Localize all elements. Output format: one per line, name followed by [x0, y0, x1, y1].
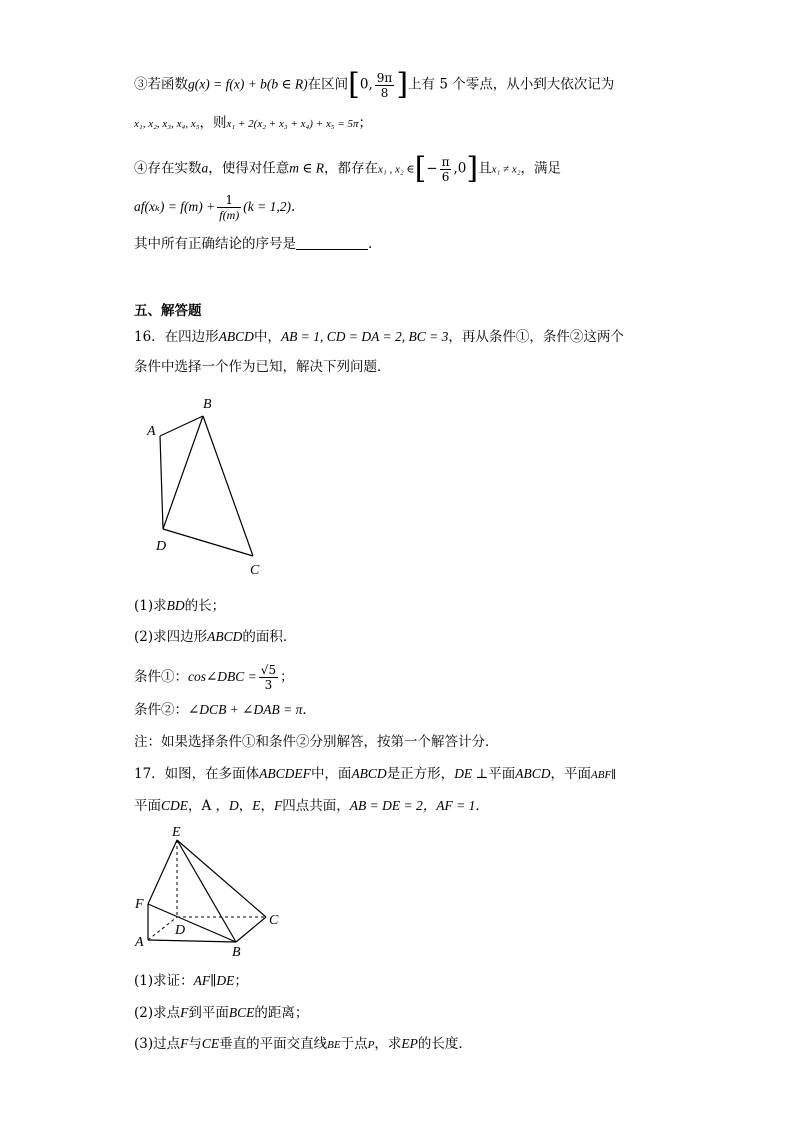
- q17-line2: [134, 796, 489, 816]
- label-c: C: [269, 913, 279, 928]
- q17-pre: 17．如图，在多面体: [134, 766, 260, 782]
- cos-expr: cos∠DBC =: [188, 669, 257, 684]
- left-bracket: [: [348, 67, 360, 102]
- item4-lead: ④存在实数: [134, 160, 202, 177]
- item3-text: 在区间: [307, 76, 349, 93]
- item3-sum-expr: x₁ + 2(x₂ + x₃ + x₄) + x₅ = 5π: [226, 118, 359, 130]
- af-expr: af(xₖ) = f(m) +: [134, 199, 216, 214]
- c2-pre: 条件②：: [134, 702, 188, 718]
- q15-item3-line1: [134, 67, 615, 102]
- frac-den: 6: [441, 169, 450, 184]
- p3-end: 的长度．: [417, 1036, 472, 1052]
- reciprocal-fraction: [217, 193, 241, 222]
- p1-post: 的长；: [184, 598, 226, 614]
- minus-sign: −: [426, 160, 438, 177]
- punct: .: [368, 236, 373, 252]
- q15-item4-line2: [134, 193, 295, 222]
- edge-ef: [148, 840, 177, 904]
- p3-mid2: 垂直的平面交直线: [219, 1036, 328, 1052]
- interval-start: 0,: [359, 76, 373, 93]
- item4-text-3: ，满足: [520, 160, 562, 177]
- pt-f: F: [274, 798, 283, 813]
- abcd: ABCD: [515, 766, 551, 781]
- bd: BD: [166, 598, 185, 613]
- label-b: B: [203, 397, 212, 412]
- q17-part2: [134, 1003, 308, 1023]
- q16-line2: 条件中选择一个作为已知，解决下列问题．: [134, 359, 391, 375]
- punct: ；: [358, 115, 373, 131]
- punct: .: [290, 199, 296, 215]
- polyhedron-figure: [130, 822, 290, 957]
- neq-expr: x₁ ≠ x₂: [491, 163, 521, 176]
- p3-pre: (3)过点: [134, 1036, 181, 1052]
- right-bracket: ]: [396, 67, 409, 102]
- label-d: D: [175, 923, 186, 938]
- right-bracket: ]: [466, 151, 479, 186]
- punct: ．: [475, 798, 489, 814]
- edge-ab: [148, 940, 236, 942]
- m-expr: m ∈ R: [289, 160, 324, 176]
- label-b: B: [232, 945, 241, 957]
- p1-pre: (1)求证：: [134, 973, 194, 989]
- frac-num: π: [441, 154, 450, 169]
- bce: BCE: [228, 1005, 255, 1020]
- q17-mid: 中，面: [310, 766, 352, 782]
- p3-mid: 与: [188, 1036, 202, 1052]
- label-e: E: [172, 825, 181, 840]
- punct: ．: [302, 702, 316, 718]
- item3-text-2: 上有 5 个零点，从小到大依次记为: [408, 76, 615, 93]
- polyhedron: ABCDEF: [259, 766, 311, 781]
- k-range: (k = 1,2): [243, 199, 291, 214]
- q16-conditions: AB = 1, CD = DA = 2, BC = 3: [280, 329, 449, 344]
- q17-part1: [134, 971, 248, 991]
- de-perp: DE ⊥: [454, 766, 489, 781]
- zero-vars: x₁, x₂, x₃, x₄, x₅: [134, 118, 200, 130]
- q15-item3-line2: [134, 113, 372, 134]
- q16-line1: [134, 327, 624, 347]
- p3-mid3: 于点: [340, 1036, 368, 1052]
- sqrt5-over-3: [259, 663, 278, 692]
- q17-part3: [134, 1034, 472, 1055]
- abcd: ABCD: [218, 329, 254, 344]
- item4-and: 且: [478, 160, 492, 177]
- q17-post: ，平面: [550, 766, 592, 782]
- p3-mid4: ，求: [374, 1036, 402, 1052]
- q16-post: ，再从条件①，条件②这两个: [448, 329, 624, 345]
- answer-blank[interactable]: [296, 235, 368, 250]
- q17-l2-mid2: 四点共面，: [282, 798, 350, 814]
- frac-den: f(m): [219, 208, 240, 222]
- cde: CDE: [161, 798, 188, 813]
- pt-d: D: [229, 798, 239, 813]
- punct: ；: [280, 669, 294, 685]
- item3-lead: ③若函数: [134, 76, 188, 93]
- comma: ，: [260, 798, 275, 814]
- q17-mid3: 平面: [488, 766, 516, 782]
- q16-part2: [134, 627, 296, 647]
- p2-post: 的面积．: [242, 629, 297, 645]
- q17-l2-mid: ，A ，: [188, 798, 230, 814]
- edge-eb: [177, 840, 236, 942]
- quadrilateral-figure: [140, 392, 280, 582]
- edge-ad-hidden: [148, 917, 177, 940]
- c1-pre: 条件①：: [134, 669, 188, 685]
- interval-fraction: [375, 71, 395, 100]
- item4-text-2: ，都存在: [324, 160, 378, 177]
- label-f: F: [135, 897, 144, 912]
- pt-f: F: [180, 1036, 189, 1051]
- frac-num: 1: [217, 193, 241, 208]
- q16-pre: 16．在四边形: [134, 329, 219, 345]
- pt-p: P: [367, 1039, 375, 1051]
- var-a: a: [201, 160, 209, 176]
- q16-condition2: [134, 700, 316, 720]
- q17-line1: [134, 764, 616, 785]
- p2-post: 的距离；: [254, 1005, 309, 1021]
- diagonal-bd: [163, 416, 203, 529]
- item4-text: ，使得对任意: [208, 160, 290, 177]
- q15-item4-line1: [134, 151, 562, 186]
- ce: CE: [201, 1036, 220, 1051]
- pt-f: F: [180, 1005, 189, 1020]
- q16-part1: [134, 596, 225, 616]
- label-a: A: [147, 424, 156, 439]
- label-a: A: [135, 935, 144, 950]
- item3-then: ，则: [199, 115, 227, 131]
- abf-parallel: ABF∥: [591, 769, 617, 781]
- frac-num: √5: [260, 663, 277, 677]
- x-vars: x₁ , x₂ ∈: [378, 163, 415, 176]
- punct: ；: [234, 973, 248, 989]
- edge-da: [160, 436, 163, 529]
- frac-den: 3: [264, 678, 273, 692]
- edge-fb: [148, 904, 236, 942]
- q16-note: 注：如果选择条件①和条件②分别解答，按第一个解答计分．: [134, 734, 499, 750]
- item3-g-expr: g(x) = f(x) + b(b ∈ R): [188, 76, 308, 92]
- edge-bc: [203, 416, 253, 556]
- q17-mid2: 是正方形，: [386, 766, 455, 782]
- q15-closing: [134, 234, 372, 254]
- section-title: 五、解答题: [134, 303, 202, 319]
- label-d: D: [156, 539, 167, 554]
- interval-end: ,0: [453, 160, 467, 177]
- p2-pre: (2)求四边形: [134, 629, 208, 645]
- be: BE: [327, 1039, 341, 1051]
- p1-pre: (1)求: [134, 598, 167, 614]
- af-parallel-de: AF∥DE: [193, 973, 235, 988]
- edge-ec: [177, 840, 266, 917]
- q17-lengths: AB = DE = 2，AF = 1: [349, 798, 476, 813]
- p2-mid: 到平面: [188, 1005, 229, 1021]
- q17-l2-pre: 平面: [134, 798, 161, 814]
- closing-text: 其中所有正确结论的序号是: [134, 236, 296, 252]
- frac-den: 8: [380, 85, 389, 100]
- p2-pre: (2)求点: [134, 1005, 181, 1021]
- label-c: C: [250, 563, 260, 578]
- comma: ，: [238, 798, 253, 814]
- abcd: ABCD: [351, 766, 387, 781]
- left-bracket: [: [414, 151, 427, 186]
- angle-expr: ∠DCB + ∠DAB = π: [188, 702, 303, 717]
- frac-num: 9π: [376, 70, 393, 85]
- ep: EP: [401, 1036, 418, 1051]
- abcd: ABCD: [207, 629, 243, 644]
- q16-mid: 中，: [253, 329, 281, 345]
- pt-e: E: [252, 798, 261, 813]
- edge-bc: [236, 917, 266, 942]
- edge-cd: [163, 529, 253, 556]
- interval-fraction: [440, 155, 452, 184]
- q16-condition1: [134, 663, 294, 692]
